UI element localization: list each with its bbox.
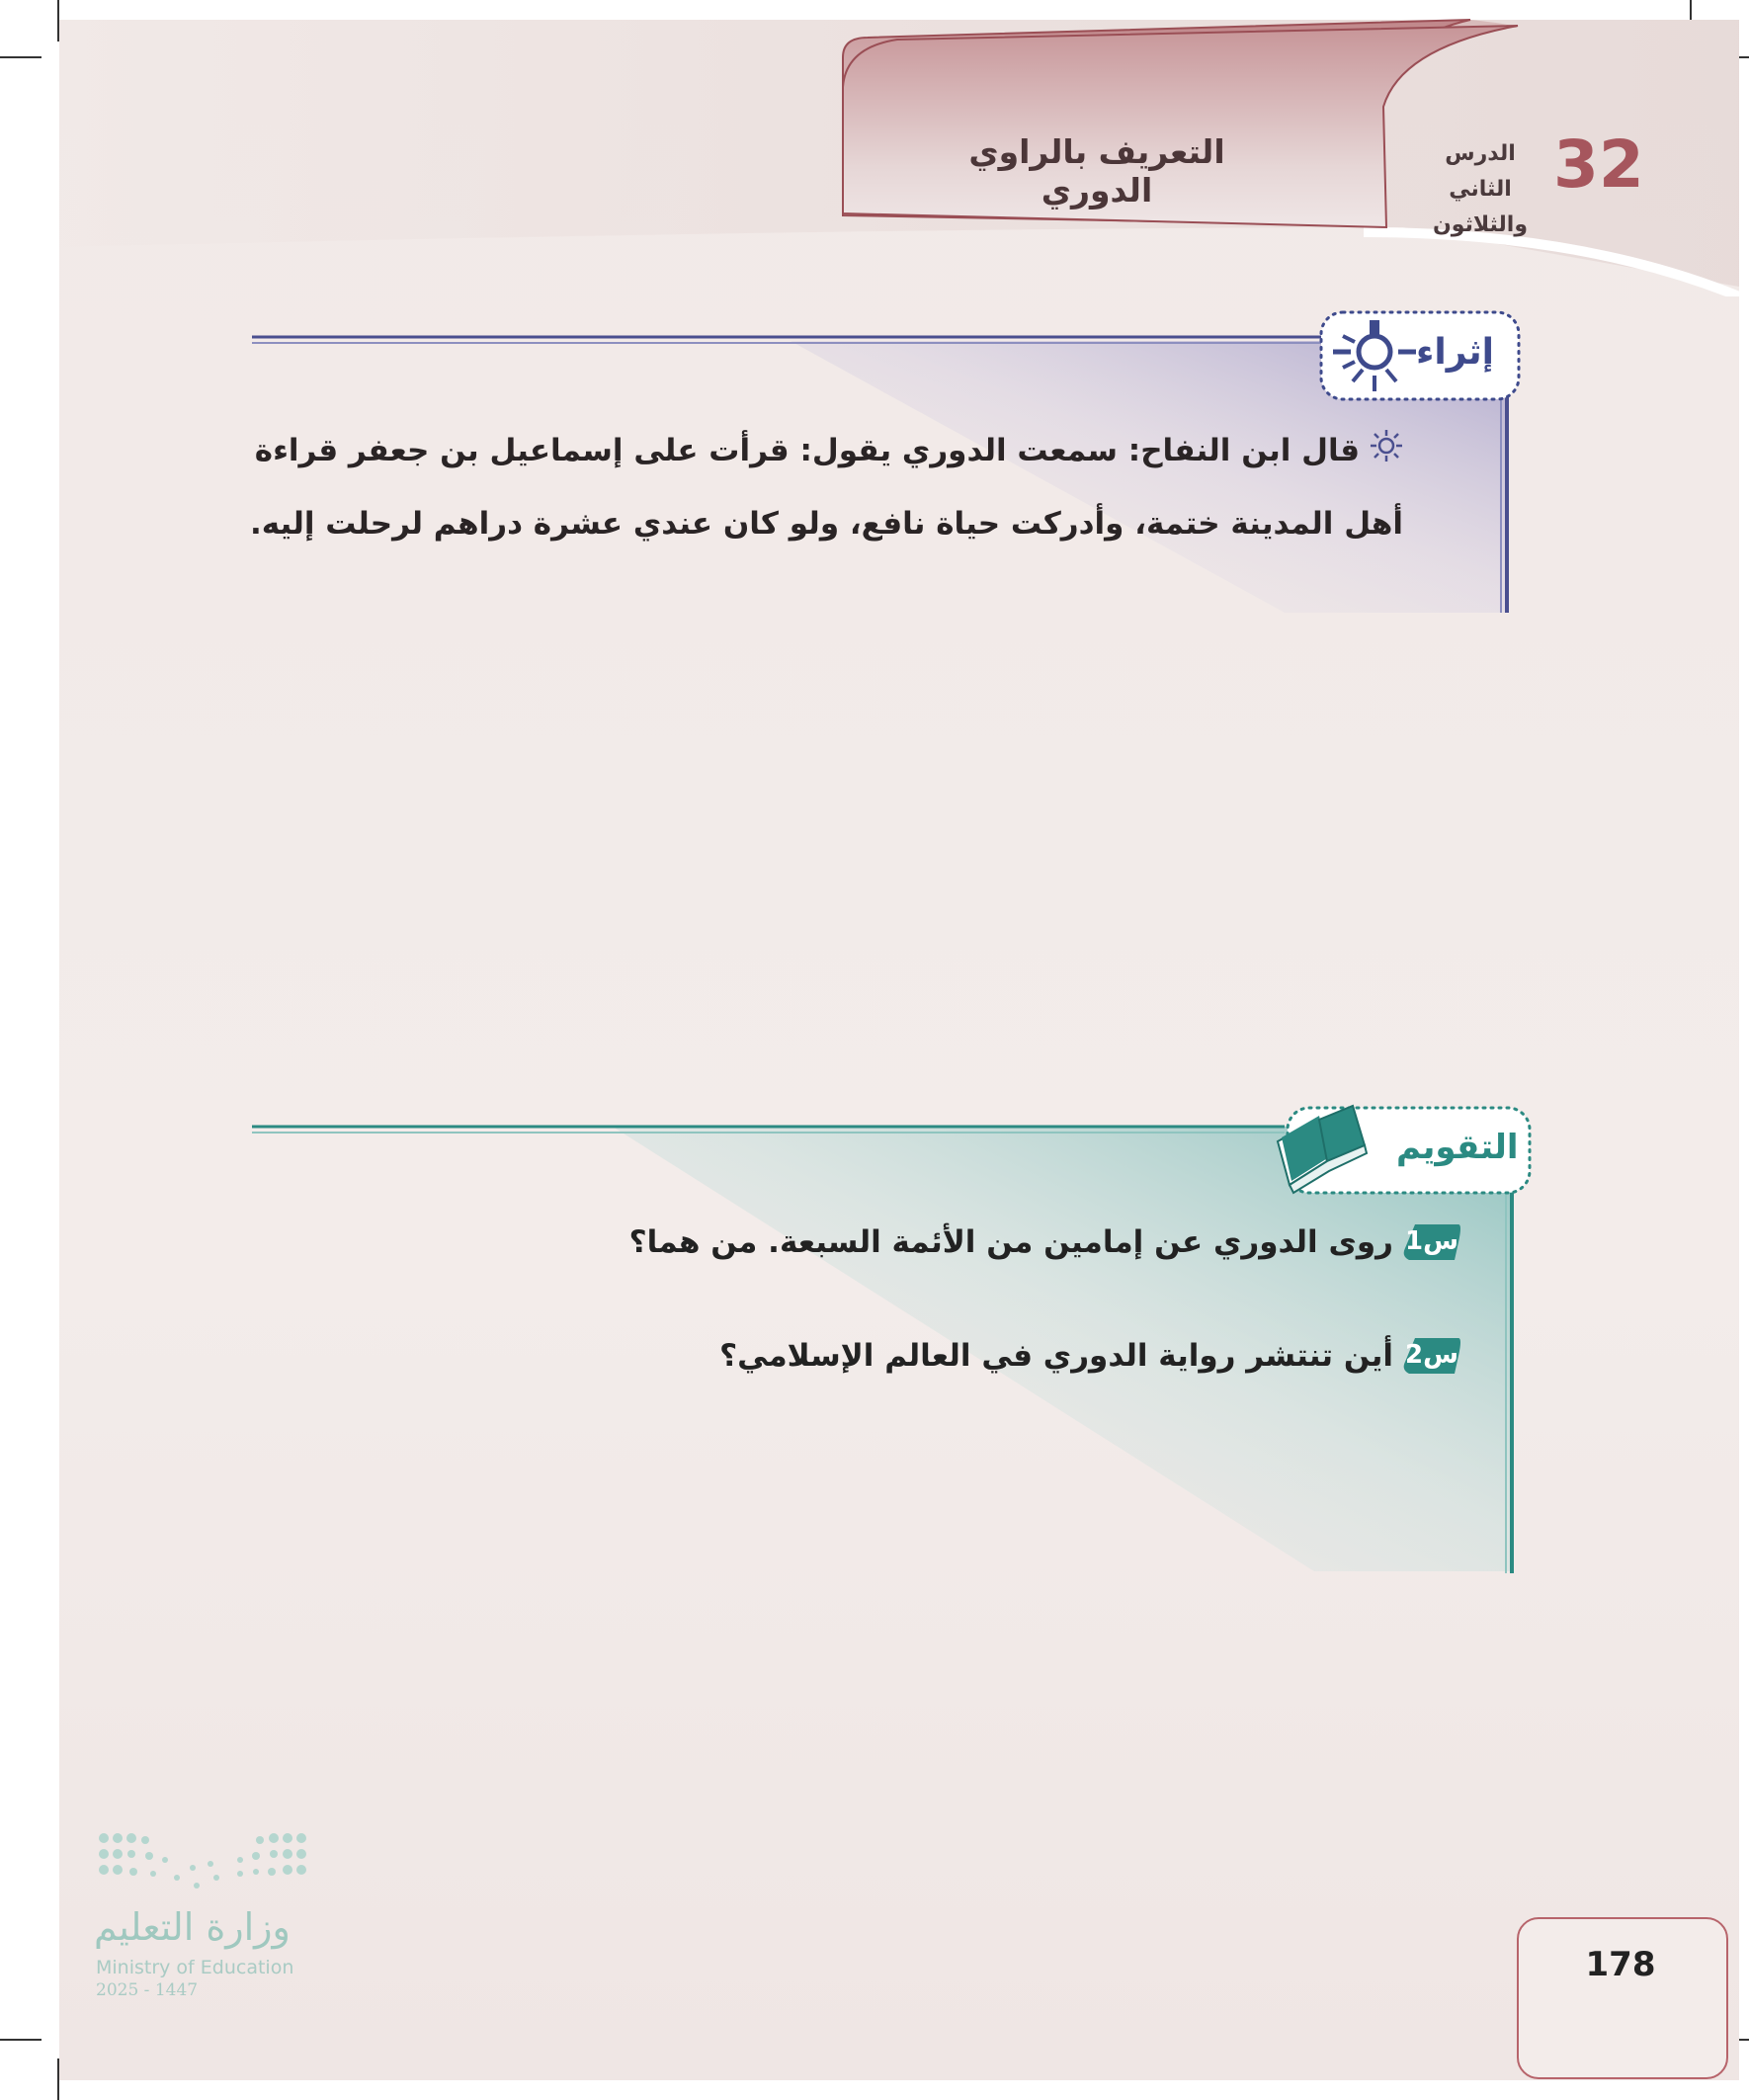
question-text: أين تنتشر رواية الدوري في العالم الإسلامي؟ — [719, 1338, 1393, 1374]
lesson-label-line2: والثلاثون — [1433, 212, 1528, 237]
ministry-name-english: Ministry of Education — [96, 1957, 294, 1978]
question-badge — [1401, 1220, 1462, 1264]
ministry-year: 2025 - 1447 — [96, 1980, 199, 2000]
enrichment-text: قال ابن النفاح: سمعت الدوري يقول: قرأت على إسماعيل بن جعفر قراءة أهل المدينة ختمة، وأدركت حياة نافع، ولو كان عندي عشرة دراهم لرحلت إليه. — [249, 433, 1403, 542]
evaluation-badge — [1268, 1102, 1535, 1201]
question-label: س1 — [1405, 1226, 1458, 1256]
ministry-logo-icon — [94, 1828, 311, 1897]
question-text: روى الدوري عن إمامين من الأئمة السبعة. من هما؟ — [628, 1224, 1393, 1260]
enrichment-paragraph — [247, 415, 1403, 559]
lightbulb-icon — [1323, 310, 1417, 399]
crop-mark — [0, 2039, 42, 2041]
question-badge — [1401, 1334, 1462, 1378]
lesson-label — [1413, 136, 1547, 243]
page-title: التعريف بالراوي الدوري — [968, 132, 1225, 210]
sun-icon — [1370, 417, 1403, 488]
lesson-number: 32 — [1553, 126, 1644, 203]
question-row — [629, 1220, 1462, 1264]
page-number: 178 — [1585, 1945, 1656, 1984]
enrichment-badge-label: إثراء — [1416, 332, 1494, 373]
enrichment-badge — [1317, 308, 1525, 403]
question-label: س2 — [1405, 1340, 1458, 1370]
page-number-box — [1517, 1917, 1728, 2079]
lesson-label-line1: الدرس الثاني — [1445, 141, 1516, 202]
book-icon — [1268, 1102, 1376, 1201]
ministry-name-arabic: وزارة التعليم — [94, 1905, 291, 1949]
question-row — [719, 1334, 1462, 1378]
evaluation-badge-label: التقويم — [1396, 1128, 1519, 1167]
